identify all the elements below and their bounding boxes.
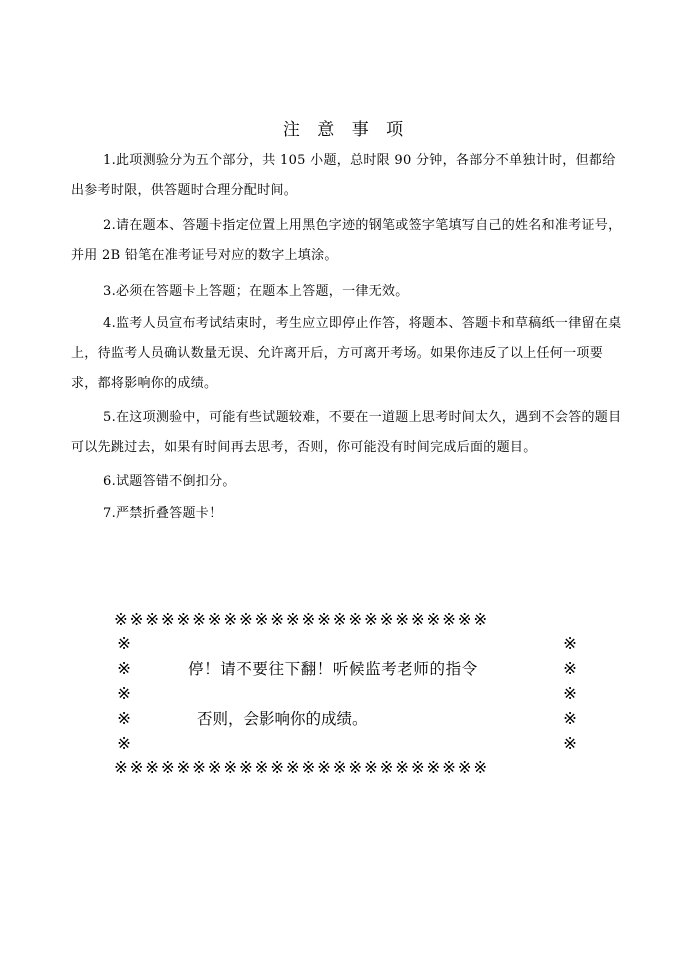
instruction-item-6: 6.试题答错不倒扣分。 (103, 474, 236, 489)
notice-border-left: ※ (117, 734, 131, 753)
instruction-item-5: 5.在这项测验中，可能有些试题较难，不要在一道题上思考时间太久，遇到不会答的题目可以先跳过去，如果有时间再去思考，否则，你可能没有时间完成后面的题目。 (71, 410, 622, 455)
notice-border-left: ※ (117, 659, 131, 678)
notice-border-left: ※ (117, 709, 131, 728)
page-title: 注 意 事 项 (282, 120, 410, 140)
instruction-item-2: 2.请在题本、答题卡指定位置上用黑色字迹的钢笔或签字笔填写自己的姓名和准考证号，并用 2B 铅笔在准考证号对应的数字上填涂。 (71, 218, 622, 263)
notice-border-left: ※ (117, 684, 131, 703)
notice-border-right: ※ (563, 734, 577, 753)
warning-notice-text: 否则，会影响你的成绩。 (197, 710, 368, 728)
notice-border-right: ※ (563, 634, 577, 653)
notice-border-left: ※ (117, 634, 131, 653)
stop-notice-box (114, 606, 584, 784)
notice-border-right: ※ (563, 659, 577, 678)
notice-border-bottom: ※※※※※※※※※※※※※※※※※※※※※※※※ (114, 758, 490, 777)
notice-border-top: ※※※※※※※※※※※※※※※※※※※※※※※※ (114, 610, 490, 629)
instruction-item-3: 3.必须在答题卡上答题；在题本上答题，一律无效。 (103, 284, 409, 299)
stop-notice-text: 停！请不要往下翻！听候监考老师的指令 (188, 660, 478, 678)
instruction-item-1: 1.此项测验分为五个部分，共 105 小题，总时限 90 分钟，各部分不单独计时，但都给出参考时限，供答题时合理分配时间。 (71, 153, 616, 198)
instruction-item-4: 4.监考人员宣布考试结束时，考生应立即停止作答，将题本、答题卡和草稿纸一律留在桌上，待监考人员确认数量无误、允许离开后，方可离开考场。如果你违反了以上任何一项要求，都将影响你的成绩。 (71, 316, 622, 391)
notice-border-right: ※ (563, 684, 577, 703)
instruction-item-7: 7.严禁折叠答题卡！ (103, 506, 223, 521)
notice-border-right: ※ (563, 709, 577, 728)
